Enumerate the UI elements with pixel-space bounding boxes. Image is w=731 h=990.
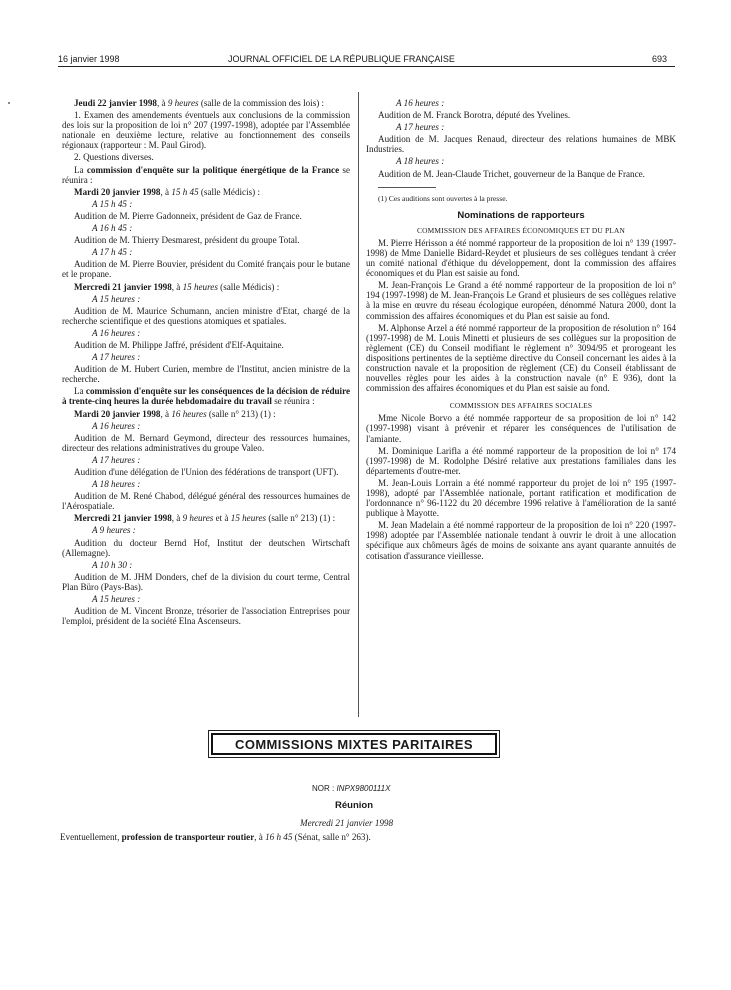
session-date: Mardi 20 janvier 1998, à 15 h 45 (salle Médicis) : xyxy=(74,186,260,197)
audition: Audition de M. Thierry Desmarest, président du groupe Total. xyxy=(74,235,300,246)
audition: Audition de M. Hubert Curien, membre de l'Institut, ancien ministre de la recherche. xyxy=(62,364,350,385)
audition: Audition de M. Jacques Renaud, directeur des relations humaines de MBK Industries. xyxy=(366,134,676,155)
audition: Audition de M. JHM Donders, chef de la division du court terme, Central Plan Büro (Pays-Bas). xyxy=(62,571,350,592)
audition: Audition de M. Franck Borotra, député des Yvelines. xyxy=(378,110,571,121)
header-journal-title: JOURNAL OFFICIEL DE LA RÉPUBLIQUE FRANÇAISE xyxy=(228,54,455,64)
time-slot: A 15 heures : xyxy=(92,594,141,605)
agenda-item: 2. Questions diverses. xyxy=(74,152,154,163)
cmp-title: COMMISSIONS MIXTES PARITAIRES xyxy=(211,733,497,755)
time-slot: A 9 heures : xyxy=(92,525,136,536)
audition: Audition de M. René Chabod, délégué général des ressources humaines de l'Aérospatiale. xyxy=(62,491,350,512)
commission-heading: La commission d'enquête sur la politique énergétique de la France se réunira : xyxy=(62,164,350,185)
cmp-title-box xyxy=(208,730,500,758)
nomination: Mme Nicole Borvo a été nommée rapporteur de sa proposition de loi n° 142 (1997-1998) visant à prévenir et réparer les conséquences de l'utilisation de l'amiante. xyxy=(366,413,676,444)
column-divider xyxy=(358,92,359,717)
time-slot: A 16 heures : xyxy=(92,420,141,431)
audition: Audition de M. Pierre Gadonneix, président de Gaz de France. xyxy=(74,210,302,221)
nomination: M. Jean-Louis Lorrain a été nommé rapporteur du projet de loi n° 195 (1997-1998), adopté par l'Assemblée nationale, portant ratification et modification de l'ordonnance n° 96-1122 du 20 décembre 1996 relative à l'amélioration de la santé publique à Mayotte. xyxy=(366,477,676,519)
time-slot: A 15 heures : xyxy=(92,293,141,304)
audition: Audition de M. Pierre Bouvier, président du Comité français pour le butane et le propane. xyxy=(62,259,350,280)
header-rule xyxy=(58,66,675,67)
time-slot: A 10 h 30 : xyxy=(92,559,133,570)
audition: Audition de M. Philippe Jaffré, président d'Elf-Aquitaine. xyxy=(74,339,284,350)
header-date: 16 janvier 1998 xyxy=(58,54,120,64)
time-slot: A 17 h 45 : xyxy=(92,247,133,258)
reunion-line: Eventuellement, profession de transporteur routier, à 16 h 45 (Sénat, salle n° 263). xyxy=(60,832,371,842)
time-slot: A 16 heures : xyxy=(92,327,141,338)
audition: Audition de M. Maurice Schumann, ancien ministre d'Etat, chargé de la recherche scientifique et des questions atomiques et spatiales. xyxy=(62,305,350,326)
nomination: M. Alphonse Arzel a été nommé rapporteur de la proposition de résolution n° 164 (1997-1998) de M. Louis Minetti et plusieurs de ses collègues sur la proposition de règlement (CE) du Conseil modifiant le règlement n° 3094/95 et prorogeant les dispositions pertinentes de la septième directive du Conseil concernant les aides à la construction navale et la proposition de règlement (CE) du Conseil établissant de nouvelles règles pour les aides à la construction navale (n° E 936), dont la commission des affaires économiques et du Plan est saisie au fond. xyxy=(366,322,676,394)
time-slot: A 18 heures : xyxy=(396,156,445,167)
time-slot: A 16 h 45 : xyxy=(92,223,133,234)
nomination: M. Jean Madelain a été nommé rapporteur de la proposition de loi n° 220 (1997-1998) adoptée par l'Assemblée nationale tendant à ouvrir le droit à une allocation spécifique aux chômeurs âgés de moins de soixante ans ayant quarante annuités de cotisation d'assurance vieillesse. xyxy=(366,520,676,561)
session-date: Mercredi 21 janvier 1998, à 9 heures et à 15 heures (salle n° 213) (1) : xyxy=(74,513,336,524)
time-slot: A 16 heures : xyxy=(396,98,445,108)
reunion-heading: Réunion xyxy=(335,800,373,811)
header-page-number: 693 xyxy=(652,54,668,64)
nomination: M. Dominique Larifla a été nommé rapporteur de la proposition de loi n° 174 (1997-1998) de M. Rodolphe Désiré relative aux prestations familiales dans les départements d'outre-mer. xyxy=(366,445,676,476)
nor-line: NOR : INPX9800111X xyxy=(312,784,391,793)
footnote: (1) Ces auditions sont ouvertes à la presse. xyxy=(378,193,508,203)
commission-eco-heading: COMMISSION DES AFFAIRES ÉCONOMIQUES ET DU PLAN xyxy=(416,225,626,235)
audition: Audition du docteur Bernd Hof, Institut der deutschen Wirtschaft (Allemagne). xyxy=(62,537,350,558)
audition: Audition de M. Jean-Claude Trichet, gouverneur de la Banque de France. xyxy=(378,168,645,179)
audition: Audition de M. Vincent Bronze, trésorier de l'association Entreprises pour l'emploi, président de la société Elna Ascenseurs. xyxy=(62,606,350,627)
nomination: M. Pierre Hérisson a été nommé rapporteur de la proposition de loi n° 139 (1997-1998) de Mme Danielle Bidard-Reydet et plusieurs de ses collègues tendant à créer un comité national d'éthique du développement, dont la commission des affaires économiques et du Plan est saisie au fond. xyxy=(366,237,676,279)
session-jeudi: Jeudi 22 janvier 1998, à 9 heures (salle de la commission des lois) : xyxy=(74,98,325,108)
session-date: Mercredi 21 janvier 1998, à 15 heures (salle Médicis) : xyxy=(74,281,280,292)
time-slot: A 17 heures : xyxy=(92,454,141,465)
session-date: Mardi 20 janvier 1998, à 16 heures (salle n° 213) (1) : xyxy=(74,408,276,419)
time-slot: A 17 heures : xyxy=(396,122,445,133)
commission-soc-heading: COMMISSION DES AFFAIRES SOCIALES xyxy=(449,401,593,411)
audition: Audition de M. Bernard Geymond, directeur des ressources humaines, directeur des relations administratives du groupe Valeo. xyxy=(62,432,350,453)
nomination: M. Jean-François Le Grand a été nommé rapporteur de la proposition de loi n° 194 (1997-1998) de M. Jean-François Le Grand et plusieurs de ses collègues relative à la mise en œuvre du réseau écologique européen, dénommé Natura 2000, dont la commission des affaires économiques et du Plan est saisie au fond. xyxy=(366,280,676,321)
right-column xyxy=(366,98,676,563)
footnote-rule xyxy=(378,187,436,188)
time-slot: A 18 heures : xyxy=(92,479,141,490)
time-slot: A 15 h 45 : xyxy=(92,198,133,209)
reunion-date: Mercredi 21 janvier 1998 xyxy=(300,818,394,828)
commission-heading: La commission d'enquête sur les conséquences de la décision de réduire à trente-cinq heures la durée hebdomadaire du travail se réunira : xyxy=(62,386,350,407)
margin-speck xyxy=(8,102,10,104)
left-column xyxy=(62,98,350,628)
audition: Audition d'une délégation de l'Union des fédérations de transport (UFT). xyxy=(74,467,339,477)
agenda-item: 1. Examen des amendements éventuels aux conclusions de la commission des lois sur la proposition de loi n° 207 (1997-1998), adoptée par l'Assemblée nationale en deuxième lecture, relative au fonctionnement des conseils régionaux (rapporteur : M. Paul Girod). xyxy=(62,110,350,151)
time-slot: A 17 heures : xyxy=(92,352,141,363)
section-title-nominations: Nominations de rapporteurs xyxy=(457,209,585,221)
